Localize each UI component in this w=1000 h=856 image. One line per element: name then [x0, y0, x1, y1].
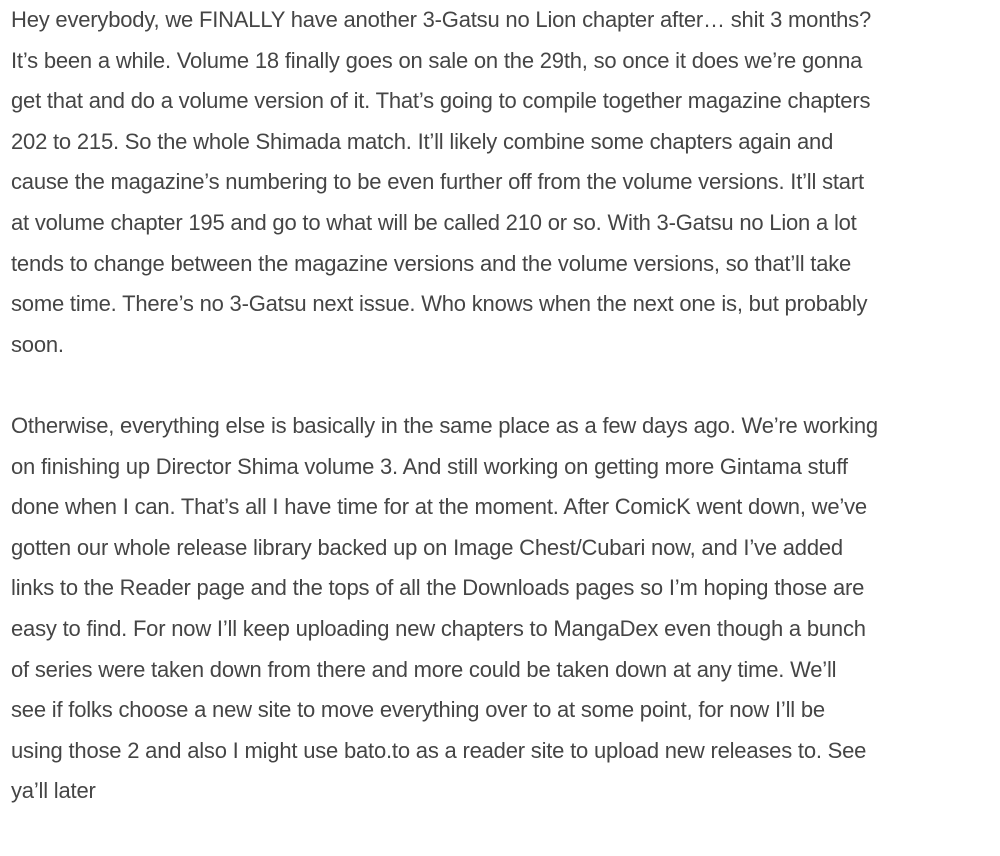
post-body — [11, 0, 991, 812]
text-line: at volume chapter 195 and go to what will be called 210 or so. With 3-Gatsu no Lion a lot — [11, 209, 857, 235]
text-line: soon. — [11, 331, 64, 357]
paragraph-2 — [11, 406, 991, 812]
text-line: 202 to 215. So the whole Shimada match. It’ll likely combine some chapters again and — [11, 128, 834, 154]
text-line: cause the magazine’s numbering to be even further off from the volume versions. It’ll start — [11, 169, 864, 195]
paragraph-1 — [11, 0, 991, 365]
text-line: on finishing up Director Shima volume 3. And still working on getting more Gintama stuff — [11, 453, 848, 479]
text-line: get that and do a volume version of it. That’s going to compile together magazine chapters — [11, 88, 871, 114]
text-line: It’s been a while. Volume 18 finally goes on sale on the 29th, so once it does we’re gonna — [11, 47, 863, 73]
text-line: using those 2 and also I might use bato.to as a reader site to upload new releases to. See — [11, 737, 867, 763]
text-line: links to the Reader page and the tops of all the Downloads pages so I’m hoping those are — [11, 575, 865, 601]
text-line: tends to change between the magazine versions and the volume versions, so that’ll take — [11, 250, 852, 276]
text-line: of series were taken down from there and more could be taken down at any time. We’ll — [11, 656, 837, 682]
text-line: Hey everybody, we FINALLY have another 3-Gatsu no Lion chapter after… shit 3 months? — [11, 7, 872, 32]
text-line: gotten our whole release library backed up on Image Chest/Cubari now, and I’ve added — [11, 534, 843, 560]
text-line: see if folks choose a new site to move everything over to at some point, for now I’ll be — [11, 697, 825, 723]
text-line: some time. There’s no 3-Gatsu next issue. Who knows when the next one is, but probably — [11, 291, 868, 317]
text-line: Otherwise, everything else is basically in the same place as a few days ago. We’re working — [11, 412, 878, 438]
text-line: easy to find. For now I’ll keep uploading new chapters to MangaDex even though a bunch — [11, 615, 866, 641]
text-line: ya’ll later — [11, 778, 96, 804]
text-line: done when I can. That’s all I have time for at the moment. After ComicK went down, we’ve — [11, 494, 867, 520]
